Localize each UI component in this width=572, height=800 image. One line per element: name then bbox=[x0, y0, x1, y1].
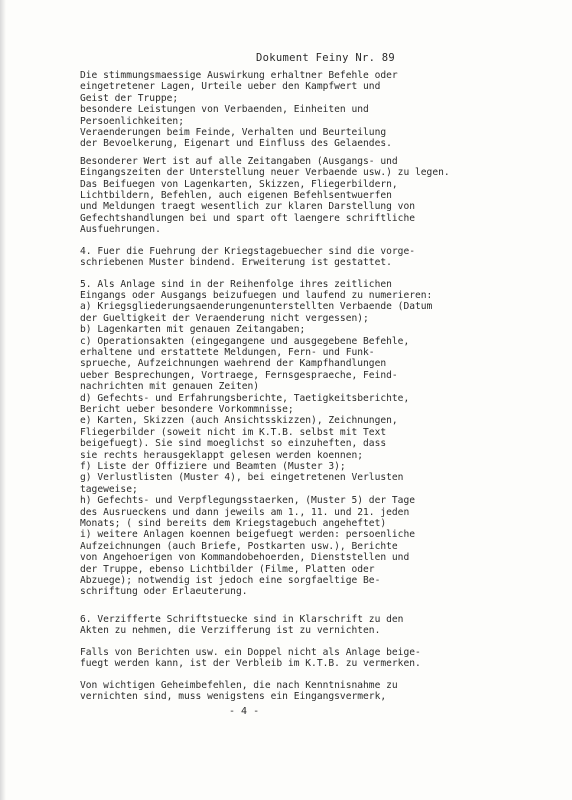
text-line: Von wichtigen Geheimbefehlen, die nach Kenntnisnahme zu bbox=[80, 679, 398, 691]
list-item: g) Verlustlisten (Muster 4), bei eingetretenen Verlusten bbox=[80, 472, 404, 484]
list-item: Bericht ueber besondere Vorkommnisse; bbox=[80, 403, 294, 415]
list-item: ueber Besprechungen, Vortraege, Fernsgespraeche, Feind- bbox=[80, 369, 398, 381]
paragraph-section-5 bbox=[80, 279, 452, 598]
paragraph-reports bbox=[80, 647, 452, 670]
text-line: und Meldungen traegt wesentlich zur klaren Darstellung von bbox=[80, 201, 416, 213]
text-line: Geist der Truppe; bbox=[80, 92, 179, 104]
text-line: Veraenderungen beim Feinde, Verhalten und Beurteilung bbox=[80, 127, 387, 139]
text-line: Die stimmungsmaessige Auswirkung erhaltner Befehle oder bbox=[80, 70, 398, 81]
page-number: - 4 - bbox=[229, 706, 260, 717]
text-line: 4. Fuer die Fuehrung der Kriegstagebuecher sind die vorge- bbox=[80, 245, 416, 257]
list-item: d) Gefechts- und Erfahrungsberichte, Taetigkeitsberichte, bbox=[80, 392, 410, 404]
paragraph-time-stamps bbox=[80, 156, 452, 236]
list-item: b) Lagenkarten mit genauen Zeitangaben; bbox=[80, 324, 306, 336]
list-item: der Truppe, ebenso Lichtbilder (Filme, Platten oder bbox=[80, 563, 375, 575]
text-line: besondere Leistungen von Verbaenden, Einheiten und bbox=[80, 104, 369, 116]
list-item: Fliegerbilder (soweit nicht im K.T.B. selbst mit Text bbox=[80, 426, 387, 438]
text-line: 6. Verzifferte Schriftstuecke sind in Klarschrift zu den bbox=[80, 613, 404, 625]
list-item: des Ausrueckens und dann jeweils am 1., 11. und 21. jeden bbox=[80, 506, 410, 518]
text-line: Persoenlichkeiten; bbox=[80, 115, 184, 127]
list-item: schriftung oder Erlaeuterung. bbox=[80, 586, 248, 598]
document-body bbox=[80, 70, 452, 702]
text-line: Falls von Berichten usw. ein Doppel nicht als Anlage beige- bbox=[80, 646, 421, 658]
list-item: f) Liste der Offiziere und Beamten (Muster 3); bbox=[80, 461, 346, 472]
text-line: der Bevoelkerung, Eigenart und Einfluss des Gelaendes. bbox=[80, 138, 392, 150]
text-line: fuegt werden kann, ist der Verbleib im K.T.B. zu vermerken. bbox=[80, 658, 421, 670]
list-item: sprueche, Aufzeichnungen waehrend der Kampfhandlungen bbox=[80, 358, 387, 370]
list-item: i) weitere Anlagen koennen beigefuegt werden: persoenliche bbox=[80, 529, 416, 541]
text-line: Lichtbildern, Befehlen, auch eigenen Befehlsentwuerfen bbox=[80, 190, 392, 202]
list-item: e) Karten, Skizzen (auch Ansichtsskizzen), Zeichnungen, bbox=[80, 415, 398, 427]
list-item: c) Operationsakten (eingegangene und ausgegebene Befehle, bbox=[80, 335, 410, 347]
list-item: Aufzeichnungen (auch Briefe, Postkarten usw.), Berichte bbox=[80, 540, 398, 552]
list-item: erhaltene und erstattete Meldungen, Fern- und Funk- bbox=[80, 346, 375, 358]
list-item: der Gueltigkeit der Veraenderung nicht vergessen); bbox=[80, 312, 369, 324]
list-item: tageweise; bbox=[80, 483, 138, 495]
text-line: Besonderer Wert ist auf alle Zeitangaben (Ausgangs- und bbox=[80, 155, 398, 167]
text-line: 5. Als Anlage sind in der Reihenfolge ihres zeitlichen bbox=[80, 278, 392, 290]
list-item: Monats; ( sind bereits dem Kriegstagebuch angeheftet) bbox=[80, 518, 387, 530]
document-header: Dokument Feiny Nr. 89 bbox=[256, 52, 396, 64]
list-item: sie rechts herausgeklappt gelesen werden koennen; bbox=[80, 449, 364, 461]
scan-edge-shadow bbox=[0, 0, 6, 800]
list-item: a) Kriegsgliederungsaenderungenunterstellten Verbaende (Datum bbox=[80, 301, 433, 313]
list-item: beigefuegt). Sie sind moeglichst so einzuheften, dass bbox=[80, 438, 387, 450]
list-item: Abzuege); notwendig ist jedoch eine sorgfaeltige Be- bbox=[80, 575, 381, 587]
list-item: nachrichten mit genauen Zeiten) bbox=[80, 381, 260, 393]
text-line: Gefechtshandlungen bei und spart oft laengere schriftliche bbox=[80, 212, 416, 224]
paragraph-secret-orders bbox=[80, 680, 452, 703]
list-item: h) Gefechts- und Verpflegungsstaerken, (Muster 5) der Tage bbox=[80, 495, 416, 507]
paragraph-morale bbox=[80, 70, 452, 150]
text-line: eingetretener Lagen, Urteile ueber den Kampfwert und bbox=[80, 81, 381, 93]
text-line: Akten zu nehmen, die Verzifferung ist zu vernichten. bbox=[80, 625, 381, 637]
text-line: vernichten sind, muss wenigstens ein Eingangsvermerk, bbox=[80, 690, 387, 702]
list-item: von Angehoerigen von Kommandobehoerden, Dienststellen und bbox=[80, 552, 410, 564]
text-line: Das Beifuegen von Lagenkarten, Skizzen, Fliegerbildern, bbox=[80, 178, 398, 190]
text-line: schriebenen Muster bindend. Erweiterung ist gestattet. bbox=[80, 257, 392, 269]
text-line: Eingangs oder Ausgangs beizufuegen und laufend zu numerieren: bbox=[80, 289, 433, 301]
paragraph-section-4 bbox=[80, 246, 452, 269]
text-line: Eingangszeiten der Unterstellung neuer Verbaende usw.) zu legen. bbox=[80, 167, 450, 179]
text-line: Ausfuehrungen. bbox=[80, 224, 161, 236]
paragraph-section-6 bbox=[80, 614, 452, 637]
